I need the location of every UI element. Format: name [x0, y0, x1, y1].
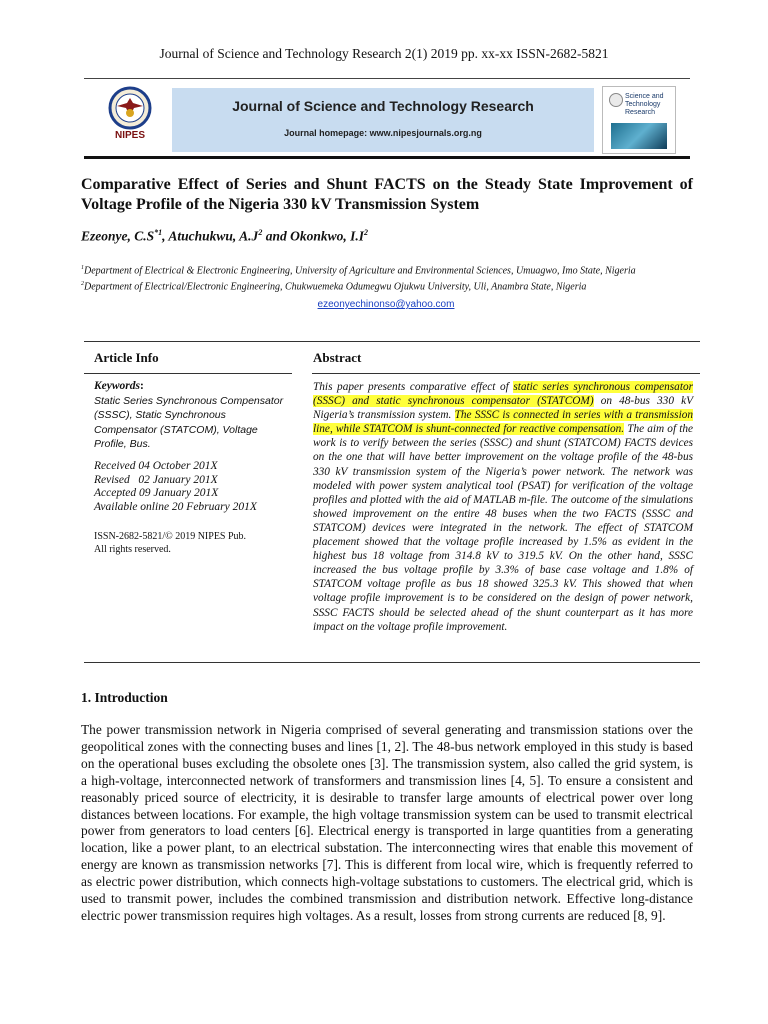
journal-title: Journal of Science and Technology Research — [232, 98, 534, 114]
keywords-colon: : — [140, 380, 144, 392]
article-info-heading: Article Info — [94, 350, 159, 365]
section-heading-introduction: 1. Introduction — [81, 690, 168, 705]
info-table-bottom-rule — [84, 662, 700, 663]
revised-date: Revised 02 January 201X — [94, 473, 218, 486]
banner-bottom-rule — [84, 156, 690, 159]
abstract-text — [313, 380, 693, 634]
rights-line: All rights reserved. — [94, 543, 171, 555]
journal-cover-thumbnail — [602, 86, 676, 154]
affiliation-line — [81, 278, 693, 294]
author-affiliation-mark: *1 — [154, 228, 163, 237]
abstract-highlight: The SSSC is connected in series with a transmission line, while STATCOM is shunt-connected for reactive compensation. — [313, 409, 694, 436]
article-info-rule — [84, 373, 292, 374]
author-name: Ezeonye, C.S — [81, 228, 155, 244]
publisher-logo — [90, 84, 170, 154]
abstract-heading: Abstract — [313, 350, 362, 365]
journal-title-band — [172, 88, 594, 152]
paper-title: Comparative Effect of Series and Shunt FACTS on the Steady State Improvement of Voltage Profile of the Nigeria 330 kV Transmission System — [81, 176, 693, 213]
publisher-logo-text: NIPES — [114, 130, 145, 141]
abstract-part: The aim of the work is to verify between the series (SSSC) and shunt (STATCOM) FACTS devices on the one that will have better improvement on the voltage profile of the 48-bus 330 kV transmission system of the Nigeria’s power network. The network was modeled with power system analytical tool (PSAT) for verification of the voltage profiles and plotted with the aid of MATLAB m-file. The outcome of the simulations showed improvement on the entire 48 buses when the two FACTS (SSSC and STATCOM) devices were integrated in the network. The effect of STATCOM placement showed that the voltage profile increased by 1.5% as evident in the highest bus 18 voltage from 314.8 kV to 319.5 kV. On the other hand, SSSC increased the bus voltage profile by 3.3% of base case voltage and 1.8% of STATCOM voltage profile as bus 18 showed 325.3 kV. This showed that when voltage profile improvement is to be considered on the design of power network, SSSC FACTS should be selected ahead of the shunt counterpart as it has more impact on the voltage profile improvement. — [313, 423, 693, 633]
cover-image — [611, 123, 667, 149]
affiliation-mark: 1 — [81, 265, 84, 271]
received-date: Received 04 October 201X — [94, 460, 218, 472]
keywords-label — [94, 380, 144, 392]
issn-line: ISSN-2682-5821/© 2019 NIPES Pub. — [94, 531, 247, 542]
author-name: and Okonkwo, I.I — [262, 228, 364, 244]
affiliation-mark: 2 — [81, 280, 84, 287]
eagle-seal-icon — [107, 86, 153, 130]
abstract-rule — [312, 373, 700, 374]
abstract-part: This paper presents comparative effect of — [313, 381, 514, 393]
issn-copyright — [94, 531, 246, 556]
abstract-highlight: static series synchronous compensator (SSSC) and static synchronous compensator (STATCOM) — [313, 381, 694, 408]
accepted-date: Accepted 09 January 201X — [94, 487, 219, 499]
keywords-list: Static Series Synchronous Compensator (SSSC), Static Synchronous Compensator (STATCOM), Voltage Profile, Bus. — [94, 395, 284, 450]
author-list — [81, 228, 368, 245]
cover-seal-icon — [609, 93, 623, 107]
keywords-label-text: Keywords — [94, 380, 140, 392]
affiliation-line — [81, 262, 693, 278]
affiliation-text: Department of Electrical/Electronic Engineering, Chukwuemeka Odumegwu Ojukwu University, Uli, Anambra State, Nigeria — [84, 281, 587, 293]
header-rule — [84, 78, 690, 79]
abstract-part: on 48-bus 330 kV Nigeria’s transmission system. — [313, 395, 694, 422]
cover-title: Science and Technology Research — [625, 93, 664, 116]
affiliation-text: Department of Electrical & Electronic Engineering, University of Agriculture and Environmental Sciences, Umuagwo, Imo State, Nigeria — [84, 265, 636, 277]
running-head: Journal of Science and Technology Research 2(1) 2019 pp. xx-xx ISSN-2682-5821 — [159, 46, 609, 61]
affiliations — [81, 262, 693, 294]
author-affiliation-mark: 2 — [258, 228, 263, 237]
author-name: , Atuchukwu, A.J — [162, 228, 259, 244]
journal-homepage: Journal homepage: www.nipesjournals.org.ng — [284, 128, 482, 138]
introduction-paragraph: The power transmission network in Nigeria comprised of several generating and transmission stations over the geopolitical zones with the connecting buses and lines [1, 2]. The 48-bus network employed in this study is based on the operational buses excluding the obsolete ones [3]. The transmission system, also called the grid system, is a high-voltage, interconnected network of transformers and transmission lines [4, 5]. To ensure a consistent and reasonably priced source of electricity, it is desirable to transfer large amounts of electrical power over long distances between locations. For example, the high voltage transmission system can be used to transmit electrical power from generators to load centers [6]. Electrical energy is transported in large quantities from a generating location, like a power plant, to an electrical substation. The interconnecting wires that enable this movement of energy are known as transmission networks [7]. This is different from local wire, which is frequently referred to as electric power distribution, which connects high-voltage substations to customers. The electrical grid, which is used to transmit power, includes the combined transmission and distribution network. Effective long-distance electric power transmission requires high voltages. As a result, losses from strong currents are reduced [8, 9]. — [81, 722, 693, 923]
info-table-top-rule — [84, 341, 700, 342]
journal-banner — [84, 84, 690, 154]
article-dates — [94, 460, 257, 514]
online-date: Available online 20 February 201X — [94, 500, 257, 513]
author-affiliation-mark: 2 — [363, 228, 368, 237]
corresponding-email-link[interactable]: ezeonyechinonso@yahoo.com — [317, 299, 455, 310]
